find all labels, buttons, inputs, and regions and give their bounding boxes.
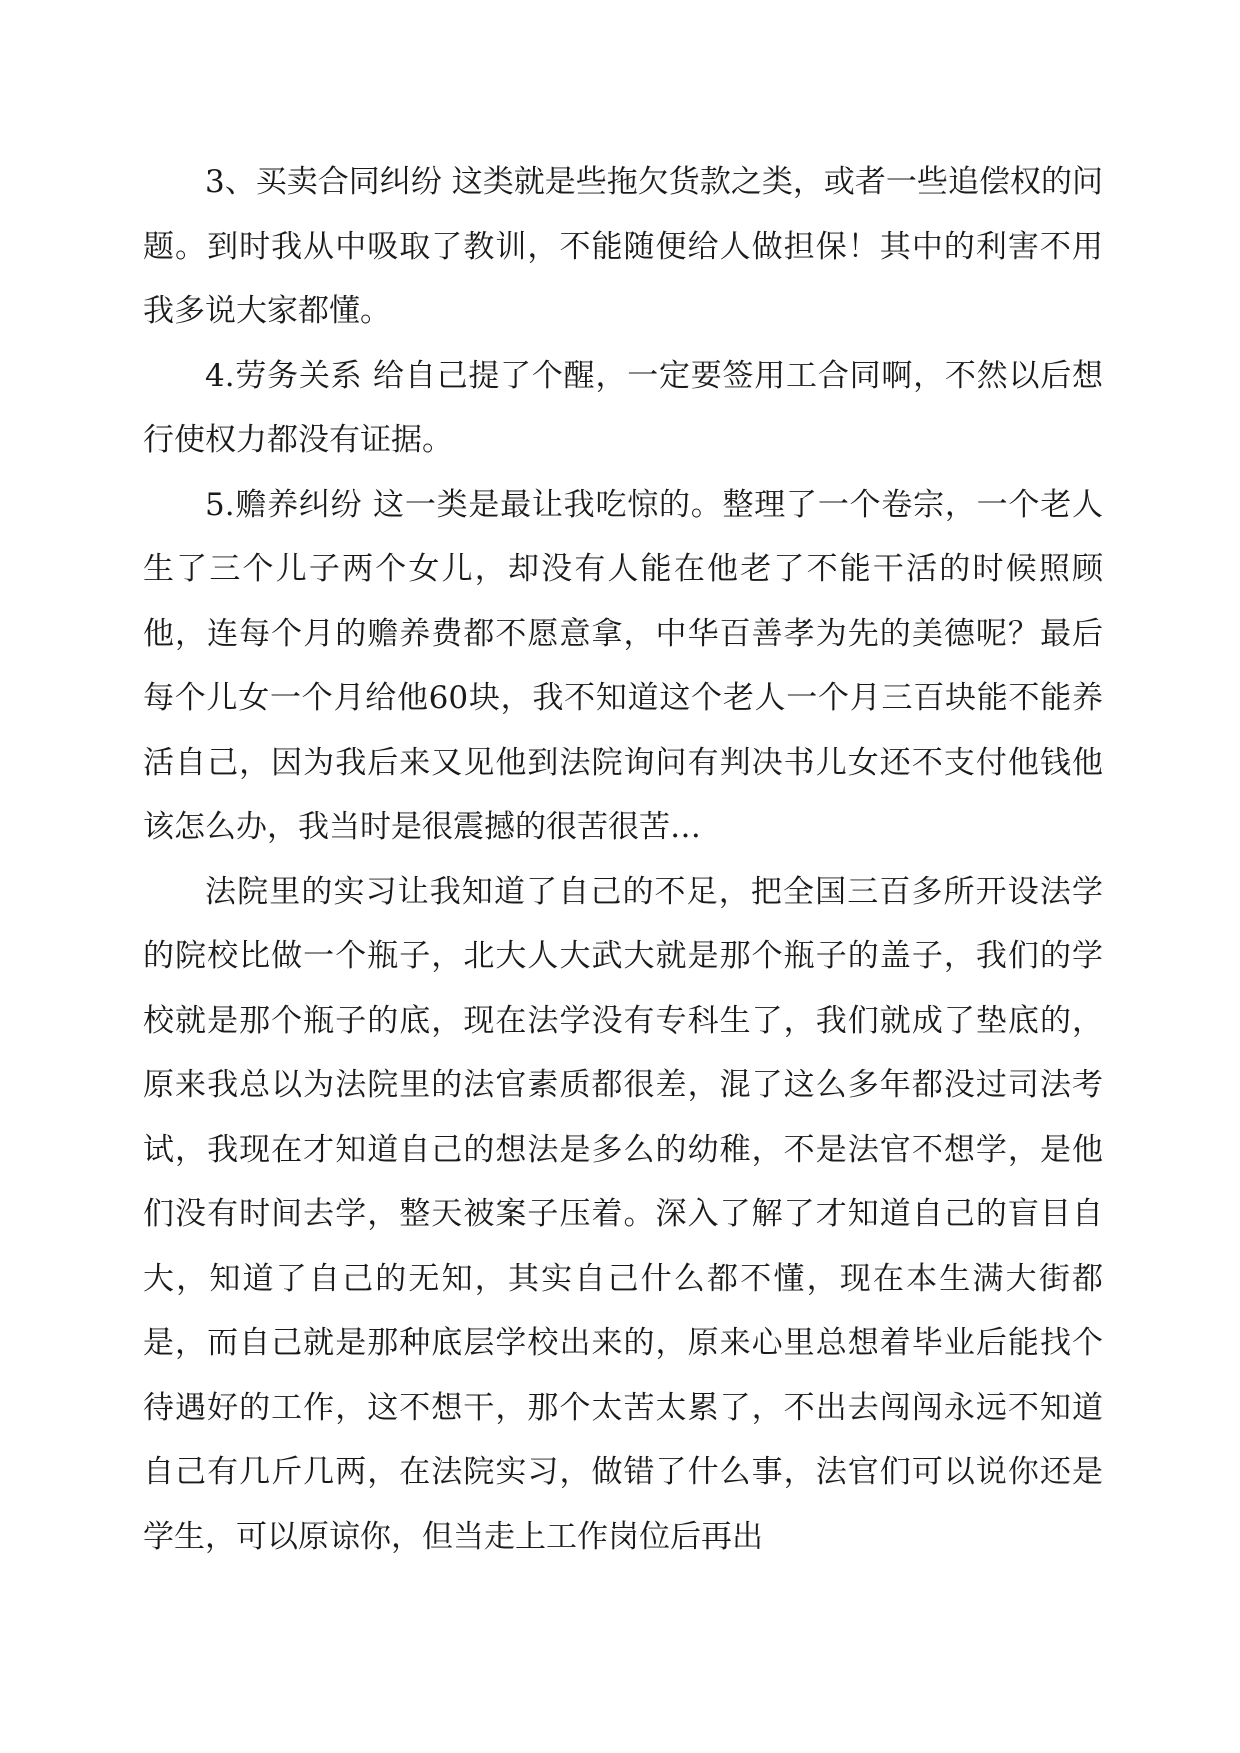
- document-body: [143, 150, 1103, 1569]
- paragraph-court-internship-reflection: 法院里的实习让我知道了自己的不足，把全国三百多所开设法学的院校比做一个瓶子，北大人大武大就是那个瓶子的盖子，我们的学校就是那个瓶子的底，现在法学没有专科生了，我们就成了垫底的，原来我总以为法院里的法官素质都很差，混了这么多年都没过司法考试，我现在才知道自己的想法是多么的幼稚，不是法官不想学，是他们没有时间去学，整天被案子压着。深入了解了才知道自己的盲目自大，知道了自己的无知，其实自己什么都不懂，现在本生满大街都是，而自己就是那种底层学校出来的，原来心里总想着毕业后能找个待遇好的工作，这不想干，那个太苦太累了，不出去闯闯永远不知道自己有几斤几两，在法院实习，做错了什么事，法官们可以说你还是学生，可以原谅你，但当走上工作岗位后再出: [143, 873, 1103, 1555]
- paragraph-support-dispute: 5.赡养纠纷 这一类是最让我吃惊的。整理了一个卷宗，一个老人生了三个儿子两个女儿，却没有人能在他老了不能干活的时候照顾他，连每个月的赡养费都不愿意拿，中华百善孝为先的美德呢？最后每个儿女一个月给他60块，我不知道这个老人一个月三百块能不能养活自己，因为我后来又见他到法院询问有判决书儿女还不支付他钱他该怎么办，我当时是很震撼的很苦很苦…: [143, 486, 1103, 845]
- paragraph-labor-relations: 4.劳务关系 给自己提了个醒，一定要签用工合同啊，不然以后想行使权力都没有证据。: [143, 357, 1103, 458]
- paragraph-sales-contract: 3、买卖合同纠纷 这类就是些拖欠货款之类，或者一些追偿权的问题。到时我从中吸取了教训，不能随便给人做担保！其中的利害不用我多说大家都懂。: [143, 164, 1103, 329]
